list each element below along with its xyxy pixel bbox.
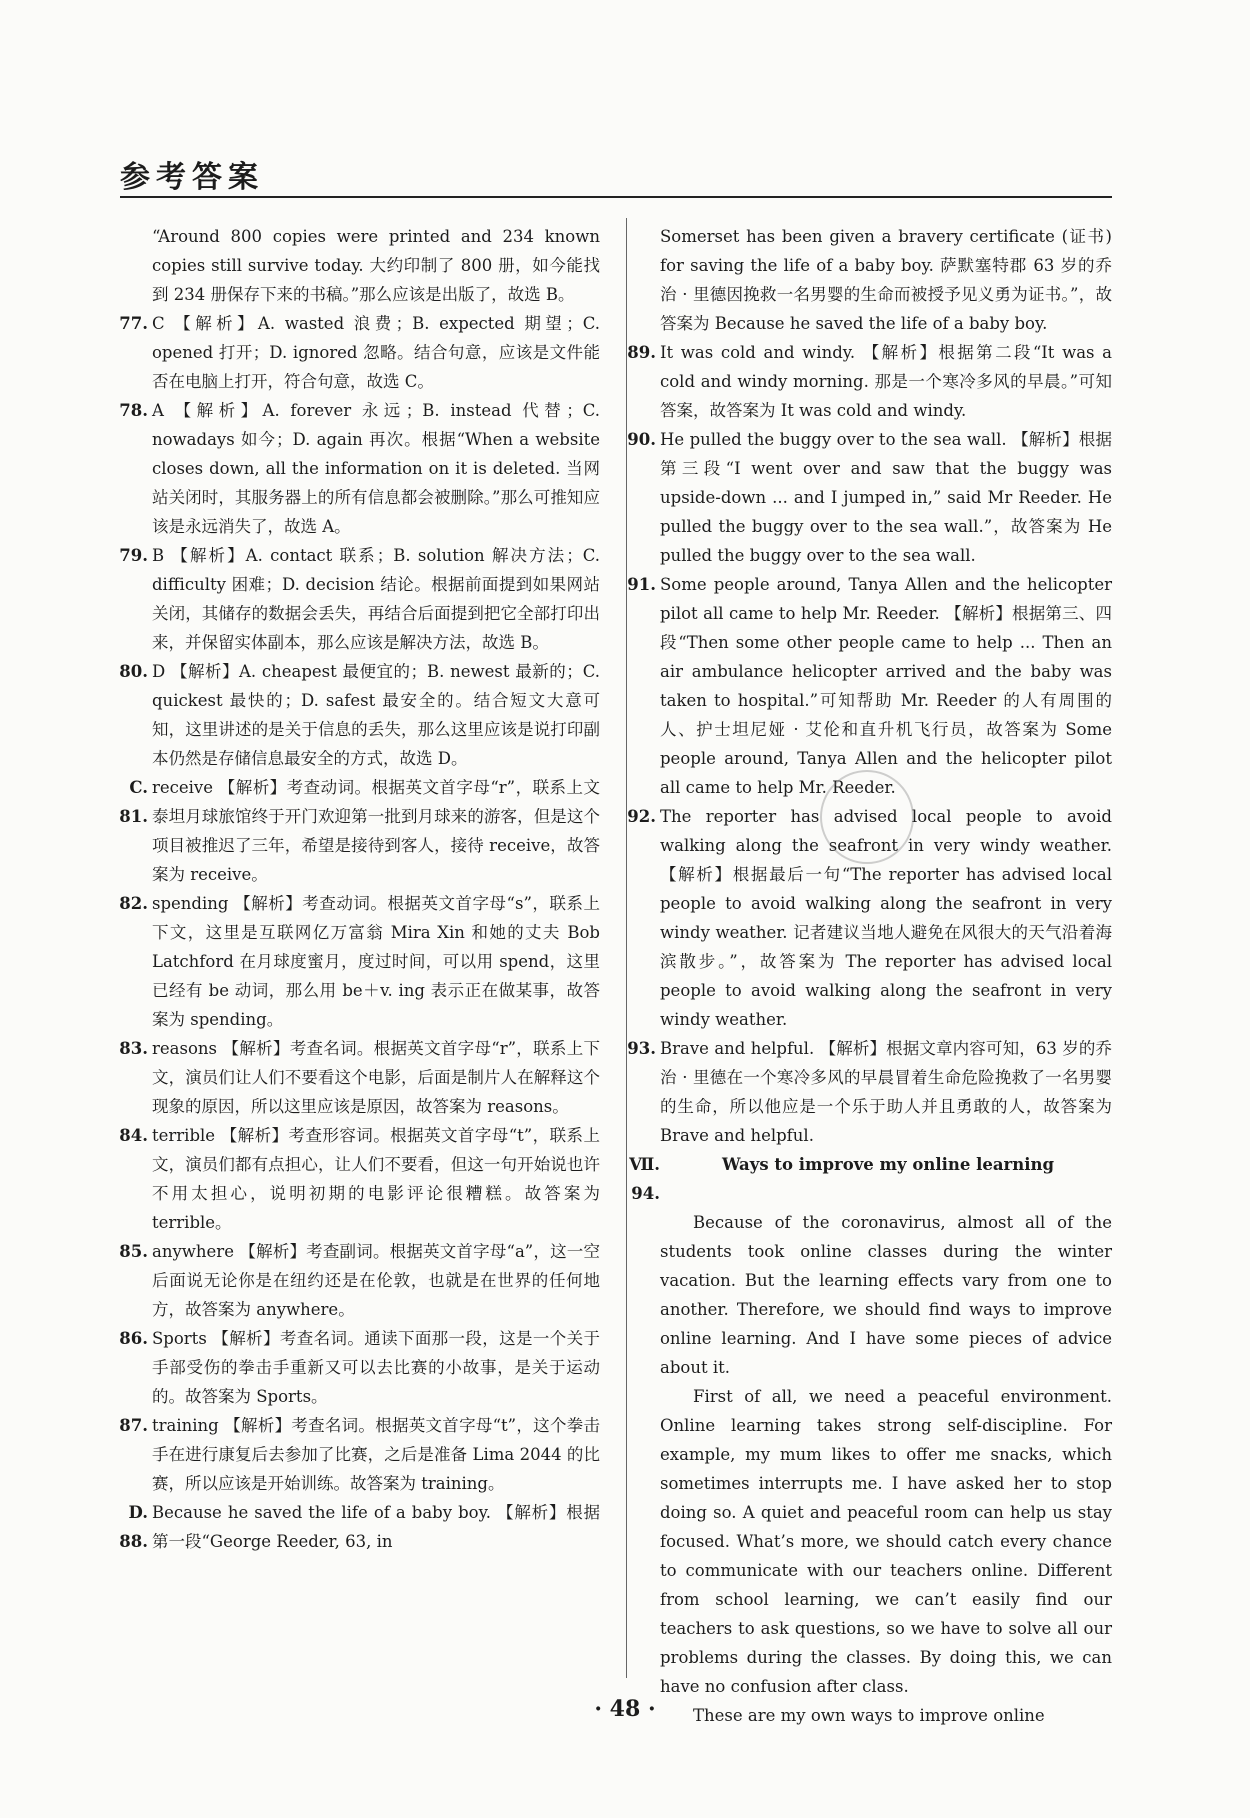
answer-item (119, 396, 600, 541)
answer-text: Some people around, Tanya Allen and the helicopter pilot all came to help Mr. Reeder. 【解析】根据第三、四段“Then some other people came to help ... Then an air ambulance helicopter arrived and the baby was taken to hospital.”可知帮助 Mr. Reeder 的人有周围的人、护士坦尼娅 · 艾伦和直升机飞行员，故答案为 Some people around, Tanya Allen and the helicopter pilot all came to help Mr. Reeder. (660, 575, 1112, 797)
answer-number: 82. (119, 894, 148, 913)
answer-text: C 【解析】A. wasted 浪费；B. expected 期望；C. opened 打开；D. ignored 忽略。结合句意，应该是文件能否在电脑上打开，符合句意，故选 C。 (152, 314, 600, 391)
essay-section (629, 1150, 1112, 1730)
answer-number: 83. (119, 1039, 148, 1058)
answer-text: anywhere 【解析】考查副词。根据英文首字母“a”，这一空后面说无论你是在纽约还是在伦敦，也就是在世界的任何地方，故答案为 anywhere。 (152, 1242, 600, 1319)
answer-text: spending 【解析】考查动词。根据英文首字母“s”，联系上下文，这里是互联网亿万富翁 Mira Xin 和她的丈夫 Bob Latchford 在月球度蜜月，度过时间，可以用 spend，这里已经有 be 动词，那么用 be＋v. ing 表示正在做某事，故答案为 spending。 (152, 894, 600, 1029)
essay-header (629, 1150, 1112, 1208)
answer-text: Sports 【解析】考查名词。通读下面那一段，这是一个关于手部受伤的拳击手重新又可以去比赛的小故事，是关于运动的。故答案为 Sports。 (152, 1329, 600, 1406)
answer-text: terrible 【解析】考查形容词。根据英文首字母“t”，联系上文，演员们都有点担心，让人们不要看，但这一句开始说也许不用太担心，说明初期的电影评论很糟糕。故答案为 terrible。 (152, 1126, 600, 1232)
answer-text: Somerset has been given a bravery certificate (证书) for saving the life of a baby boy. 萨默塞特郡 63 岁的乔治 · 里德因挽救一名男婴的生命而被授予见义勇为证书。”，故答案为 Because he saved the life of a baby boy. (660, 227, 1112, 333)
answer-item (119, 889, 600, 1034)
page-header-title: 参考答案 (120, 160, 264, 195)
answer-item (119, 1324, 600, 1411)
left-column (119, 222, 600, 1556)
answer-text: B 【解析】A. contact 联系；B. solution 解决方法；C. difficulty 困难；D. decision 结论。根据前面提到如果网站关闭，其储存的数据会丢失，再结合后面提到把它全部打印出来，并保留实体副本，那么应该是解决方法，故选 B。 (152, 546, 600, 652)
answer-text: reasons 【解析】考查名词。根据英文首字母“r”，联系上下文，演员们让人们不要看这个电影，后面是制片人在解释这个现象的原因，所以这里应该是原因，故答案为 reasons。 (152, 1039, 600, 1116)
answer-text: It was cold and windy. 【解析】根据第二段“It was a cold and windy morning. 那是一个寒冷多风的早晨。”可知答案，故答案为 It was cold and windy. (660, 343, 1112, 420)
answer-number (614, 222, 660, 338)
answer-number: 92. (627, 807, 656, 826)
answer-number: 77. (119, 314, 148, 333)
answer-text: D 【解析】A. cheapest 最便宜的；B. newest 最新的；C. quickest 最快的；D. safest 最安全的。结合短文大意可知，这里讲述的是关于信息的丢失，那么这里应该是说打印副本仍然是存储信息最安全的方式，故选 D。 (152, 662, 600, 768)
answer-item (627, 425, 1112, 570)
answer-number: 90. (627, 430, 656, 449)
answer-item (119, 1411, 600, 1498)
answer-item (627, 1034, 1112, 1150)
answer-number: D. 88. (119, 1503, 148, 1551)
answer-number: 93. (627, 1039, 656, 1058)
answer-number: 78. (119, 401, 148, 420)
answer-number: 84. (119, 1126, 148, 1145)
answer-item (627, 338, 1112, 425)
answer-text: training 【解析】考查名词。根据英文首字母“t”，这个拳击手在进行康复后去参加了比赛，之后是准备 Lima 2044 的比赛，所以应该是开始训练。故答案为 training。 (152, 1416, 600, 1493)
right-column (627, 222, 1112, 1730)
header-rule (120, 196, 1112, 198)
answer-number (106, 222, 152, 309)
answer-item (627, 570, 1112, 802)
essay-paragraph: Because of the coronavirus, almost all of the students took online classes during the winter vacation. But the learning effects vary from one to another. Therefore, we should find ways to improve online learning. And I have some pieces of advice about it. (660, 1213, 1112, 1377)
answer-number: 80. (119, 662, 148, 681)
answer-item (119, 1498, 600, 1556)
essay-title: Ways to improve my online learning (721, 1155, 1055, 1174)
essay-number: Ⅶ. 94. (629, 1155, 660, 1203)
answer-item (152, 222, 600, 309)
answer-text: “Around 800 copies were printed and 234 known copies still survive today. 大约印制了 800 册，如今能找到 234 册保存下来的书稿。”那么应该是出版了，故选 B。 (152, 227, 600, 304)
right-answers (627, 222, 1112, 1150)
answer-number: 86. (119, 1329, 148, 1348)
answer-text: Brave and helpful. 【解析】根据文章内容可知，63 岁的乔治 · 里德在一个寒冷多风的早晨冒着生命危险挽救了一名男婴的生命，所以他应是一个乐于助人并且勇敢的人，故答案为 Brave and helpful. (660, 1039, 1112, 1145)
answer-text: Because he saved the life of a baby boy. 【解析】根据第一段“George Reeder, 63, in (152, 1503, 600, 1551)
answer-item (119, 657, 600, 773)
answer-item (119, 1034, 600, 1121)
answer-item (119, 1121, 600, 1237)
essay-paragraph: These are my own ways to improve online (693, 1706, 1045, 1725)
essay-paragraph: First of all, we need a peaceful environment. Online learning takes strong self-discipline. For example, my mum likes to offer me snacks, which sometimes interrupts me. I have asked her to stop doing so. A quiet and peaceful room can help us stay focused. What’s more, we should catch every chance to communicate with our teachers online. Different from school learning, we can’t easily find our teachers to ask questions, so we have to solve all our problems during the classes. By doing this, we can have no confusion after class. (660, 1387, 1112, 1696)
answer-text: A 【解析】A. forever 永远；B. instead 代替；C. nowadays 如今；D. again 再次。根据“When a website closes down, all the information on it is deleted. 当网站关闭时，其服务器上的所有信息都会被删除。”那么可推知应该是永远消失了，故选 A。 (152, 401, 600, 536)
answer-text: He pulled the buggy over to the sea wall. 【解析】根据第三段“I went over and saw that the buggy was upside-down ... and I jumped in,” said Mr Reeder. He pulled the buggy over to the sea wall.”，故答案为 He pulled the buggy over to the sea wall. (660, 430, 1112, 565)
answer-item (119, 773, 600, 889)
answer-item (660, 222, 1112, 338)
answer-number: 85. (119, 1242, 148, 1261)
answer-item (119, 1237, 600, 1324)
answer-number: C. 81. (119, 778, 148, 826)
answer-item (119, 309, 600, 396)
faint-stamp-mark (820, 770, 914, 864)
answer-number: 89. (627, 343, 656, 362)
answer-text: The reporter has advised local people to avoid walking along the seafront in very windy weather. 【解析】根据最后一句“The reporter has advised local people to avoid walking along the seafront in very windy weather. 记者建议当地人避免在风很大的天气沿着海滨散步。”，故答案为 The reporter has advised local people to avoid walking along the seafront in very windy weather. (660, 807, 1112, 1029)
answer-number: 87. (119, 1416, 148, 1435)
answer-number: 79. (119, 546, 148, 565)
answer-number: 91. (627, 575, 656, 594)
answer-text: receive 【解析】考查动词。根据英文首字母“r”，联系上文泰坦月球旅馆终于开门欢迎第一批到月球来的游客，但是这个项目被推迟了三年，希望是接待到客人，接待 receive，故答案为 receive。 (152, 778, 600, 884)
answer-item (119, 541, 600, 657)
page-number: · 48 · (594, 1696, 656, 1722)
